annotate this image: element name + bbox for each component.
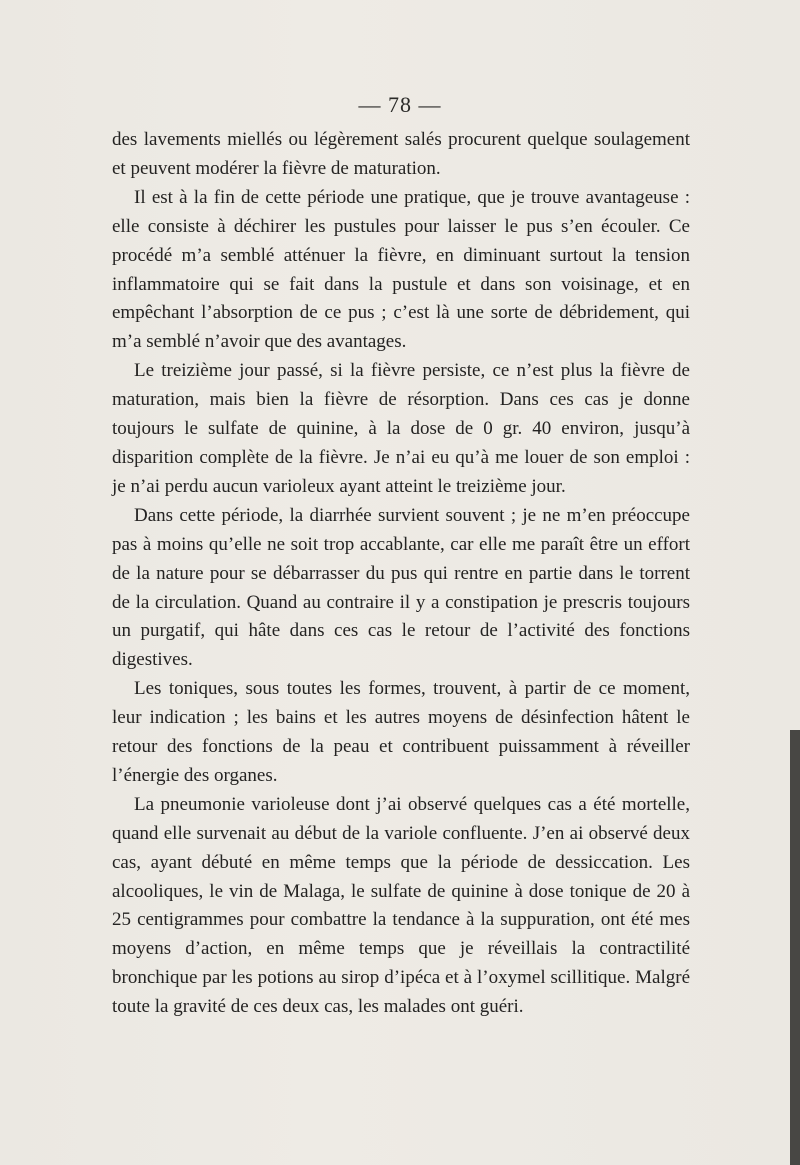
paragraph-6: La pneumonie varioleuse dont j’ai observé quelques cas a été mortelle, quand elle survenait au début de la variole confluente. J’en ai observé deux cas, ayant débuté en même temps que la période de dessiccation. Les alcooliques, le vin de Malaga, le sulfate de quinine à dose tonique de 20 à 25 centigrammes pour combattre la tendance à la suppuration, ont été mes moyens d’action, en même temps que je réveillais la contractilité bronchique par les potions au sirop d’ipéca et à l’oxymel scillitique. Malgré toute la gravité de ces deux cas, les malades ont guéri.: [112, 793, 690, 1018]
page-edge-shadow: [790, 730, 800, 1165]
paragraph-2: Il est à la fin de cette période une pratique, que je trouve avantageuse : elle consiste à déchirer les pustules pour laisser le pus s’en écouler. Ce procédé m’a semblé atténuer la fièvre, en diminuant surtout la tension inflammatoire qui se fait dans la pustule et dans son voisinage, et en empêchant l’absorption de ce pus ; c’est là une sorte de débridement, qui m’a semblé n’avoir que des avantages.: [112, 186, 690, 353]
page-number: — 78 —: [358, 92, 442, 117]
paragraph-1: des lavements miellés ou légèrement salés procurent quelque soulagement et peuvent modérer la fièvre de maturation.: [112, 129, 690, 179]
paragraph-5: Les toniques, sous toutes les formes, trouvent, à partir de ce moment, leur indication ; les bains et les autres moyens de désinfection hâtent le retour des fonctions de la peau et contribuent puissamment à réveiller l’énergie des organes.: [112, 678, 690, 786]
paragraph-3: Le treizième jour passé, si la fièvre persiste, ce n’est plus la fièvre de maturation, mais bien la fièvre de résorption. Dans ces cas je donne toujours le sulfate de quinine, à la dose de 0 gr. 40 environ, jusqu’à disparition complète de la fièvre. Je n’ai eu qu’à me louer de son emploi : je n’ai perdu aucun varioleux ayant atteint le treizième jour.: [112, 360, 690, 497]
body-text: [112, 126, 690, 1022]
paragraph-4: Dans cette période, la diarrhée survient souvent ; je ne m’en préoccupe pas à moins qu’elle ne soit trop accablante, car elle me paraît être un effort de la nature pour se débarrasser du pus qui rentre en partie dans le torrent de la circulation. Quand au contraire il y a constipation je prescris toujours un purgatif, qui hâte dans ces cas le retour de l’activité des fonctions digestives.: [112, 504, 690, 671]
